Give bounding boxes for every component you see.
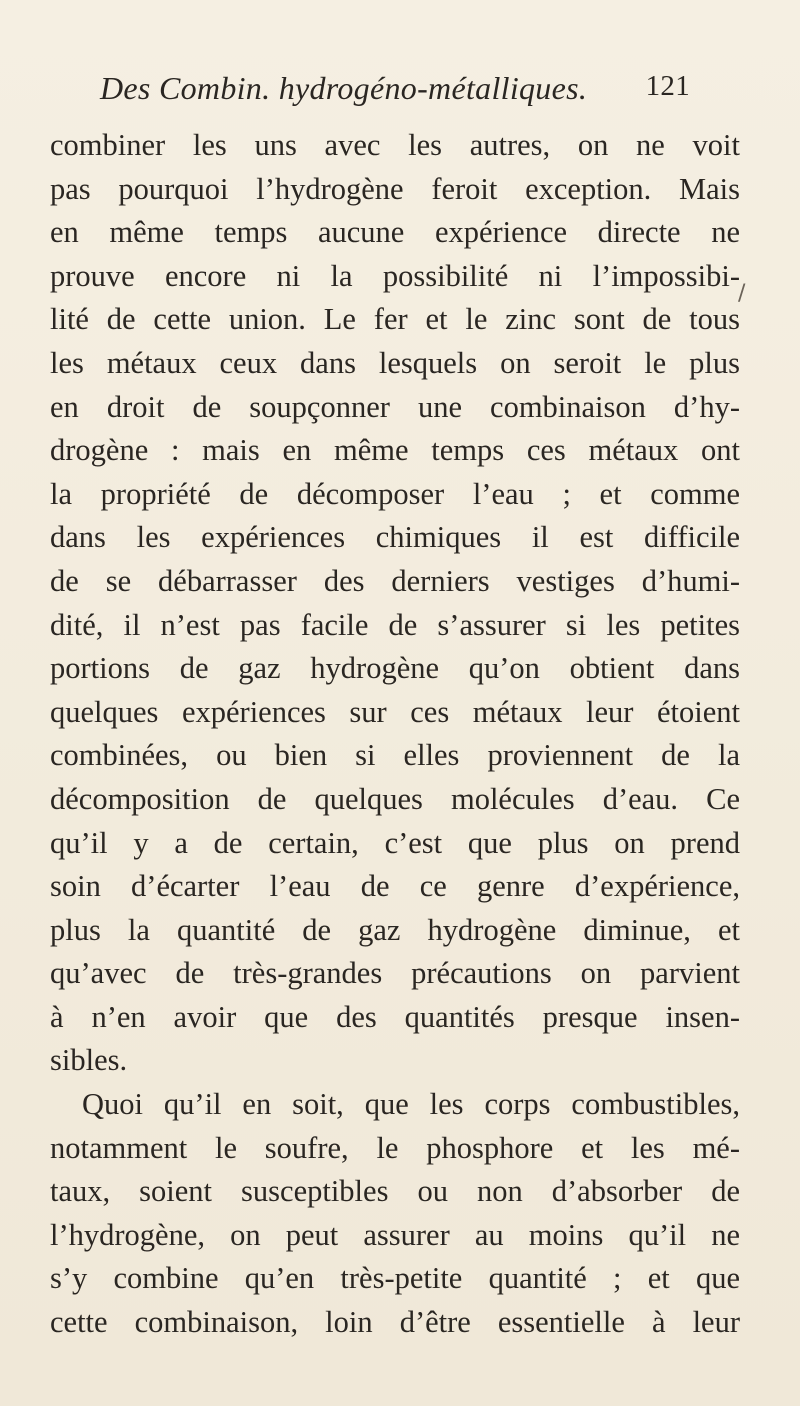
text-line: combiner les uns avec les autres, on ne voit bbox=[50, 128, 740, 162]
text-line: quelques expériences sur ces métaux leur étoient bbox=[50, 694, 740, 729]
running-head-title: Des Combin. hydrogéno-métalliques. bbox=[100, 70, 588, 106]
text-line: en même temps aucune expérience directe ne bbox=[50, 215, 740, 250]
text-line: plus la quantité de gaz hydrogène diminue, et bbox=[50, 912, 740, 947]
text-line: lité de cette union. Le fer et le zinc sont de tous bbox=[50, 302, 740, 337]
paragraph-start-line: Quoi qu’il en soit, que les corps combustibles, bbox=[82, 1087, 740, 1122]
text-line: qu’avec de très-grandes précautions on parvient bbox=[50, 956, 740, 991]
margin-mark: / bbox=[738, 281, 746, 306]
text-line: portions de gaz hydrogène qu’on obtient dans bbox=[50, 651, 740, 686]
page-number: 121 bbox=[645, 70, 690, 102]
text-line: dité, il n’est pas facile de s’assurer si les petites bbox=[50, 607, 740, 642]
text-line: en droit de soupçonner une combinaison d’hy- bbox=[50, 389, 740, 424]
text-line: combinées, ou bien si elles proviennent de la bbox=[50, 738, 740, 773]
text-line: la propriété de décomposer l’eau ; et comme bbox=[50, 476, 740, 511]
text-line: décomposition de quelques molécules d’eau. Ce bbox=[50, 781, 740, 816]
text-line: de se débarrasser des derniers vestiges d’humi- bbox=[50, 563, 740, 598]
text-line: les métaux ceux dans lesquels on seroit le plus bbox=[50, 345, 740, 380]
text-line: soin d’écarter l’eau de ce genre d’expérience, bbox=[50, 869, 740, 904]
text-line: s’y combine qu’en très-petite quantité ; et que bbox=[50, 1261, 740, 1296]
text-line: à n’en avoir que des quantités presque insen- bbox=[50, 999, 740, 1034]
text-line: drogène : mais en même temps ces métaux ont bbox=[50, 433, 740, 468]
running-head bbox=[100, 70, 690, 114]
text-line: pas pourquoi l’hydrogène feroit exception. Mais bbox=[50, 171, 740, 206]
paragraph-end-line: sibles. bbox=[50, 1043, 128, 1078]
text-line: dans les expériences chimiques il est difficile bbox=[50, 520, 740, 555]
text-line: notamment le soufre, le phosphore et les mé- bbox=[50, 1130, 740, 1165]
body-text bbox=[50, 124, 740, 1345]
text-line: l’hydrogène, on peut assurer au moins qu’il ne bbox=[50, 1217, 740, 1252]
text-line: qu’il y a de certain, c’est que plus on prend bbox=[50, 825, 740, 860]
text-line: taux, soient susceptibles ou non d’absorber de bbox=[50, 1174, 740, 1209]
text-line: cette combinaison, loin d’être essentielle à leur bbox=[50, 1305, 740, 1340]
text-line: prouve encore ni la possibilité ni l’impossibi- bbox=[50, 258, 740, 293]
